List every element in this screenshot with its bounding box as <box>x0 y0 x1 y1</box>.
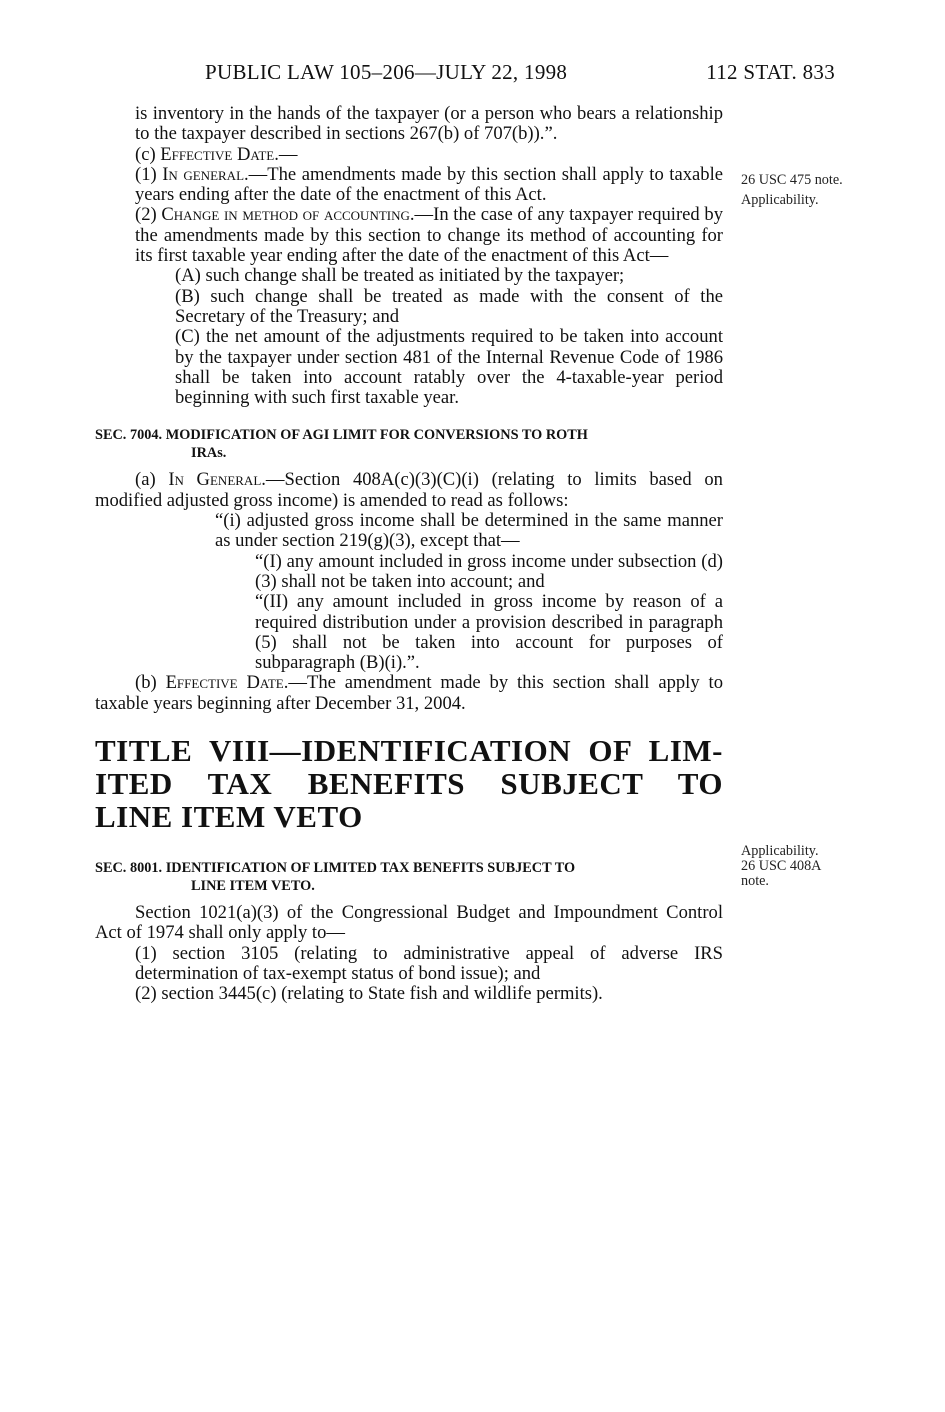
header-stat-page: 112 STAT. 833 <box>706 60 835 84</box>
subsection-b-heading: Effective Date <box>165 672 284 694</box>
subsection-a-heading: In General <box>168 469 262 491</box>
paragraph-inventory: is inventory in the hands of the taxpayer (or a person who bears a relationship to the taxpayer described in sections 267(b) of 707(b)).”. <box>135 103 723 145</box>
section-8001-heading <box>95 859 723 895</box>
section-7004-heading-line2: IRAs. <box>191 445 227 462</box>
subsection-b <box>95 673 723 714</box>
subsection-a-text: .—Section 408A(c)(3)(C)(i) (relating to limits based on modified adjusted gross income) is amended to read as follows: <box>95 469 723 511</box>
section-7004-heading <box>95 426 723 462</box>
margin-note-usc-475: 26 USC 475 note. <box>741 172 843 188</box>
subsection-a <box>95 470 723 511</box>
subclause-II: “(II) any amount included in gross income by reason of a required distribution under a provision described in paragraph (5) shall not be taken into account for purposes of subparagraph (B)(i).”. <box>255 591 723 674</box>
subsection-c-label: (c) <box>135 143 161 165</box>
subparagraph-c: (C) the net amount of the adjustments required to be taken into account by the taxpayer under section 481 of the Internal Revenue Code of 1986 shall be taken into account ratably over the 4-taxable-year period beginning with such first taxable year. <box>175 326 723 409</box>
document-body <box>95 104 723 1005</box>
title-viii-line1: TITLE VIII—IDENTIFICATION OF LIM- <box>95 733 723 769</box>
subsection-c <box>95 145 723 165</box>
paragraph-c1 <box>95 165 723 206</box>
paragraph-c1-text: .—The amendments made by this section shall apply to taxable years ending after the date of the enactment of this Act. <box>135 163 723 206</box>
title-viii-line3: LINE ITEM VETO <box>95 799 363 835</box>
subsection-c-dash: .— <box>274 143 298 165</box>
paragraph-section-8001: Section 1021(a)(3) of the Congressional Budget and Impoundment Control Act of 1974 shall only apply to— <box>95 902 723 944</box>
clause-i: “(i) adjusted gross income shall be determined in the same manner as under section 219(g)(3), except that— <box>215 510 723 552</box>
title-viii-line2: ITED TAX BENEFITS SUBJECT TO <box>95 766 723 802</box>
paragraph-c1-label: (1) <box>135 163 163 185</box>
subclause-I: “(I) any amount included in gross income under subsection (d)(3) shall not be taken into account; and <box>255 550 723 592</box>
paragraph-c2-heading: Change in method of accounting <box>161 204 410 226</box>
subsection-a-label: (a) <box>135 469 169 491</box>
margin-note-applicability-2: Applicability. <box>741 843 819 859</box>
subsection-b-text: .—The amendment made by this section shall apply to taxable years beginning after December 31, 2004. <box>95 672 723 714</box>
subparagraph-a: (A) such change shall be treated as initiated by the taxpayer; <box>175 265 625 287</box>
title-viii-heading <box>95 734 723 833</box>
paragraph-c2-label: (2) <box>135 204 162 226</box>
margin-note-usc-408a: 26 USC 408A <box>741 858 822 874</box>
section-8001-heading-line2: LINE ITEM VETO. <box>191 878 315 895</box>
paragraph-8001-item2: (2) section 3445(c) (relating to State fish and wildlife permits). <box>135 983 603 1005</box>
section-7004-heading-line1: SEC. 7004. MODIFICATION OF AGI LIMIT FOR CONVERSIONS TO ROTH <box>95 427 588 444</box>
section-8001-heading-line1: SEC. 8001. IDENTIFICATION OF LIMITED TAX BENEFITS SUBJECT TO <box>95 860 576 877</box>
paragraph-c2-text: .—In the case of any taxpayer required by the amendments made by this section to change its method of accounting for its first taxable year ending after the date of the enactment of this Act— <box>135 204 723 267</box>
paragraph-c1-heading: In general <box>162 163 245 185</box>
paragraph-c2 <box>95 205 723 266</box>
subsection-c-heading: Effective Date <box>160 143 275 165</box>
header-law-citation: PUBLIC LAW 105–206—JULY 22, 1998 <box>205 60 568 84</box>
subsection-b-label: (b) <box>135 672 166 694</box>
margin-note-note: note. <box>741 873 769 889</box>
subparagraph-b: (B) such change shall be treated as made with the consent of the Secretary of the Treasury; and <box>175 285 723 327</box>
paragraph-8001-item1: (1) section 3105 (relating to administrative appeal of adverse IRS determination of tax-exempt status of bond issue); and <box>135 942 723 984</box>
margin-note-applicability-1: Applicability. <box>741 192 819 208</box>
